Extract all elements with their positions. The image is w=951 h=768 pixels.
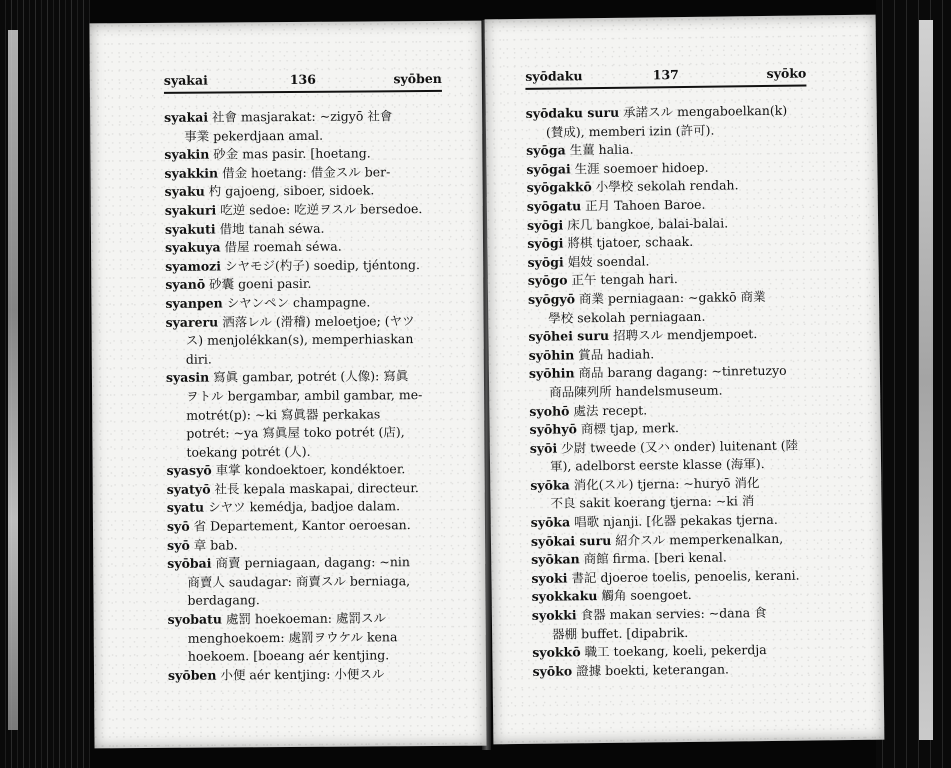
- dictionary-line: [165, 293, 423, 313]
- headword: syatyō: [166, 481, 211, 497]
- definition-text: diri.: [185, 351, 212, 367]
- dictionary-line: [166, 312, 424, 332]
- book-edge-left: [0, 0, 90, 768]
- definition-text: 少尉 tweede (又ハ onder) luitenant (陸: [557, 437, 799, 456]
- definition-text: 商賣 perniagaan, dagang: ~nin: [211, 554, 410, 571]
- definition-text: 社會 masjarakat: ~zigyō 社會: [208, 108, 393, 125]
- headword: syohō: [529, 402, 570, 419]
- headword: syaku: [164, 183, 205, 200]
- headword: syobatu: [167, 611, 223, 627]
- dictionary-line: [167, 590, 425, 610]
- definition-text: 借金 hoetang: 借金スル ber-: [218, 164, 391, 181]
- headword: syokkō: [532, 644, 581, 661]
- left-page-entries: [164, 107, 426, 685]
- definition-text: toekang potrét (人).: [186, 443, 311, 460]
- headword: syokki: [531, 607, 577, 623]
- definition-text: 書記 djoeroe toelis, penoelis, kerani.: [567, 567, 800, 586]
- definition-text: 借屋 roemah séwa.: [220, 238, 342, 255]
- definition-text: menghoekoem: 處罰ヲウケル kena: [187, 628, 398, 646]
- definition-text: 食器 makan servies: ~dana 食: [576, 605, 767, 623]
- headword: syō: [166, 518, 190, 534]
- headword: syōben: [167, 667, 217, 683]
- definition-text: 商品 barang dagang: ~tinretuzyo: [574, 363, 787, 381]
- page-number: 137: [652, 67, 679, 83]
- definition-text: berdagang.: [187, 592, 260, 609]
- dictionary-line: [167, 460, 425, 480]
- definition-text: 杓 gajoeng, siboer, sidoek.: [204, 182, 375, 199]
- dictionary-line: [168, 628, 426, 648]
- headword: syasyō: [166, 462, 212, 479]
- dictionary-line: [531, 529, 799, 551]
- definition-text: 招聘スル mendjempoet.: [608, 326, 758, 344]
- headword: syasin: [165, 369, 210, 386]
- dictionary-line: [165, 181, 423, 201]
- definition-text: (賛成), memberi izin (許可).: [545, 122, 715, 140]
- dictionary-line: [164, 126, 422, 146]
- definition-text: シヤツ kemédja, badjoe dalam.: [204, 498, 401, 516]
- definition-text: 商業 perniagaan: ~gakkō 商業: [574, 288, 766, 307]
- definition-text: 正月 Tahoen Baroe.: [581, 196, 706, 214]
- definition-text: 賞品 hadiah.: [574, 346, 655, 363]
- book-edge-right: [876, 0, 951, 768]
- headword: syōga: [526, 142, 566, 159]
- definition-text: 正午 tengah hari.: [567, 271, 678, 288]
- headword: syōka: [530, 514, 571, 530]
- headword: syanō: [165, 276, 206, 293]
- dictionary-line: [165, 237, 423, 257]
- definition-text: 不良 sakit koerang tjerna: ~ki 消: [550, 493, 755, 512]
- dictionary-line: [165, 200, 423, 220]
- header-left-guide-word: syakai: [163, 72, 208, 88]
- dictionary-line: [166, 330, 424, 350]
- definition-text: 洒落レル (滑稽) meloetjoe; (ヤツ: [218, 312, 415, 330]
- definition-text: 社長 kepala maskapai, directeur.: [210, 479, 419, 497]
- definition-text: 消化(スル) tjerna: ~huryō 消化: [569, 474, 760, 493]
- dictionary-line: [166, 423, 424, 443]
- definition-text: 寫眞 gambar, potrét (人像): 寫眞: [209, 368, 409, 385]
- headword: syōhei suru: [528, 328, 610, 345]
- definition-text: 學校 sekolah perniagaan.: [548, 308, 706, 326]
- dictionary-line: [166, 349, 424, 369]
- headword: syanpen: [165, 295, 223, 311]
- definition-text: ヲトル bergambar, ambil gambar, me-: [186, 386, 423, 404]
- dictionary-line: [532, 641, 800, 663]
- dictionary-line: [164, 163, 422, 183]
- definition-text: 紹介スル memperkenalkan,: [611, 530, 784, 548]
- dictionary-line: [168, 646, 426, 666]
- definition-text: potrét: ~ya 寫眞屋 toko potrét (店),: [186, 424, 405, 441]
- header-rule: [525, 84, 806, 89]
- headword: syōhin: [528, 365, 575, 382]
- headword: syōgo: [527, 272, 568, 289]
- dictionary-line: [166, 405, 424, 425]
- header-right-guide-word: syōko: [766, 65, 807, 81]
- right-page-entries: [526, 102, 801, 682]
- definition-text: 車掌 kondoektoer, kondéktoer.: [211, 461, 406, 478]
- dictionary-line: [167, 479, 425, 499]
- headword: syamozi: [165, 258, 222, 274]
- dictionary-line: [165, 219, 423, 239]
- headword: syōgi: [527, 235, 564, 252]
- headword: syōkai suru: [530, 532, 612, 549]
- header-right-guide-word: syōben: [393, 70, 442, 87]
- dictionary-line: [532, 604, 800, 626]
- definition-text: 砂金 mas pasir. [hoetang.: [209, 145, 371, 162]
- dictionary-line: [168, 609, 426, 629]
- definition-text: 床几 bangkoe, balai-balai.: [563, 215, 729, 233]
- headword: syatu: [166, 500, 205, 516]
- headword: syakai: [164, 109, 209, 125]
- definition-text: 商館 firma. [beri kenal.: [579, 549, 727, 567]
- headword: syōgai: [526, 161, 571, 177]
- headword: syōgi: [527, 254, 564, 270]
- definition-text: 處法 recept.: [569, 401, 648, 418]
- definition-text: 事業 pekerdjaan amal.: [184, 127, 324, 144]
- definition-text: ス) menjolékkan(s), memperhiaskan: [185, 331, 414, 348]
- headword: syōdaku suru: [525, 104, 620, 121]
- dictionary-line: [531, 566, 799, 588]
- dictionary-line: [167, 516, 425, 536]
- headword: syōgyō: [527, 291, 576, 307]
- definition-text: 吃逆 sedoe: 吃逆ヲスル bersedoe.: [216, 201, 423, 218]
- definition-text: 商品陳列所 handelsmuseum.: [549, 382, 723, 400]
- dictionary-line: [167, 498, 425, 518]
- headword: syōko: [532, 663, 573, 679]
- definition-text: 軍), adelborst eerste klasse (海軍).: [549, 456, 765, 474]
- definition-text: 借地 tanah séwa.: [215, 220, 325, 237]
- definition-text: シヤモジ(杓子) soedip, tjéntong.: [220, 256, 420, 274]
- dictionary-line: [530, 473, 798, 495]
- headword: syōgatu: [526, 198, 582, 214]
- headword: syōbai: [167, 555, 212, 572]
- dictionary-line: [164, 144, 422, 164]
- dictionary-line: [165, 256, 423, 276]
- page-number: 136: [289, 71, 316, 87]
- definition-text: 娼妓 soendal.: [563, 253, 650, 270]
- headword: syōka: [530, 477, 570, 493]
- definition-text: 章 bab.: [189, 537, 238, 553]
- headword: syareru: [165, 314, 219, 330]
- headword: syakin: [164, 146, 210, 163]
- definition-text: 職工 toekang, koeli, pekerdja: [580, 642, 767, 660]
- dictionary-line: [164, 107, 422, 127]
- dictionary-line: [526, 102, 794, 124]
- headword: syō: [167, 537, 190, 553]
- right-page: [485, 15, 885, 745]
- dictionary-line: [168, 665, 426, 685]
- definition-text: 唱歌 njanji. [化器 pekakas tjerna.: [570, 511, 778, 530]
- definition-text: 將棋 tjatoer, schaak.: [563, 234, 694, 251]
- definition-text: 商賣人 saudagar: 商賣スル berniaga,: [187, 572, 411, 590]
- definition-text: 砂囊 goeni pasir.: [205, 276, 312, 292]
- right-page-header: [525, 65, 806, 90]
- definition-text: 器棚 buffet. [dipabrik.: [552, 624, 689, 642]
- header-left-guide-word: syōdaku: [525, 68, 583, 84]
- definition-text: 生薑 halia.: [565, 141, 634, 158]
- headword: syakuya: [164, 239, 221, 256]
- left-page: [89, 21, 486, 749]
- dictionary-line: [167, 553, 425, 573]
- dictionary-line: [166, 386, 424, 406]
- definition-text: 觸角 soengoet.: [597, 587, 692, 604]
- definition-text: 處罰 hoekoeman: 處罰スル: [221, 610, 386, 627]
- definition-text: 商標 tjap, merk.: [576, 420, 680, 437]
- definition-text: hoekoem. [boeang aér kentjing.: [187, 647, 390, 664]
- headword: syoki: [531, 570, 568, 586]
- headword: syakuti: [164, 221, 216, 237]
- dictionary-line: [165, 274, 423, 294]
- header-rule: [164, 90, 442, 94]
- headword: syōkan: [531, 551, 580, 568]
- dictionary-line: [528, 288, 796, 310]
- headword: syōi: [529, 440, 558, 456]
- definition-text: 省 Departement, Kantor oeroesan.: [189, 517, 411, 534]
- dictionary-line: [529, 362, 797, 384]
- dictionary-line: [167, 535, 425, 555]
- left-page-header: [164, 71, 442, 95]
- dictionary-line: [528, 325, 796, 347]
- headword: syokkaku: [531, 588, 598, 605]
- definition-text: シヤンペン champagne.: [222, 294, 371, 311]
- headword: syōgi: [527, 217, 564, 233]
- dictionary-line: [166, 442, 424, 462]
- definition-text: 證據 boekti, keterangan.: [572, 661, 730, 679]
- headword: syōgakkō: [526, 179, 592, 196]
- definition-text: 小學校 sekolah rendah.: [591, 177, 739, 195]
- dictionary-line: [167, 572, 425, 592]
- headword: syakkin: [164, 165, 219, 181]
- dictionary-line: [532, 659, 800, 681]
- definition-text: 承諾スル mengaboelkan(k): [619, 102, 788, 120]
- headword: syakuri: [164, 202, 217, 218]
- definition-text: motrét(p): ~ki 寫眞器 perkakas: [186, 405, 381, 423]
- dictionary-line: [166, 367, 424, 387]
- definition-text: 小便 aér kentjing: 小便スル: [216, 666, 385, 683]
- headword: syōhin: [528, 347, 575, 363]
- headword: syōhyō: [529, 421, 578, 437]
- definition-text: 生涯 soemoer hidoep.: [570, 159, 709, 177]
